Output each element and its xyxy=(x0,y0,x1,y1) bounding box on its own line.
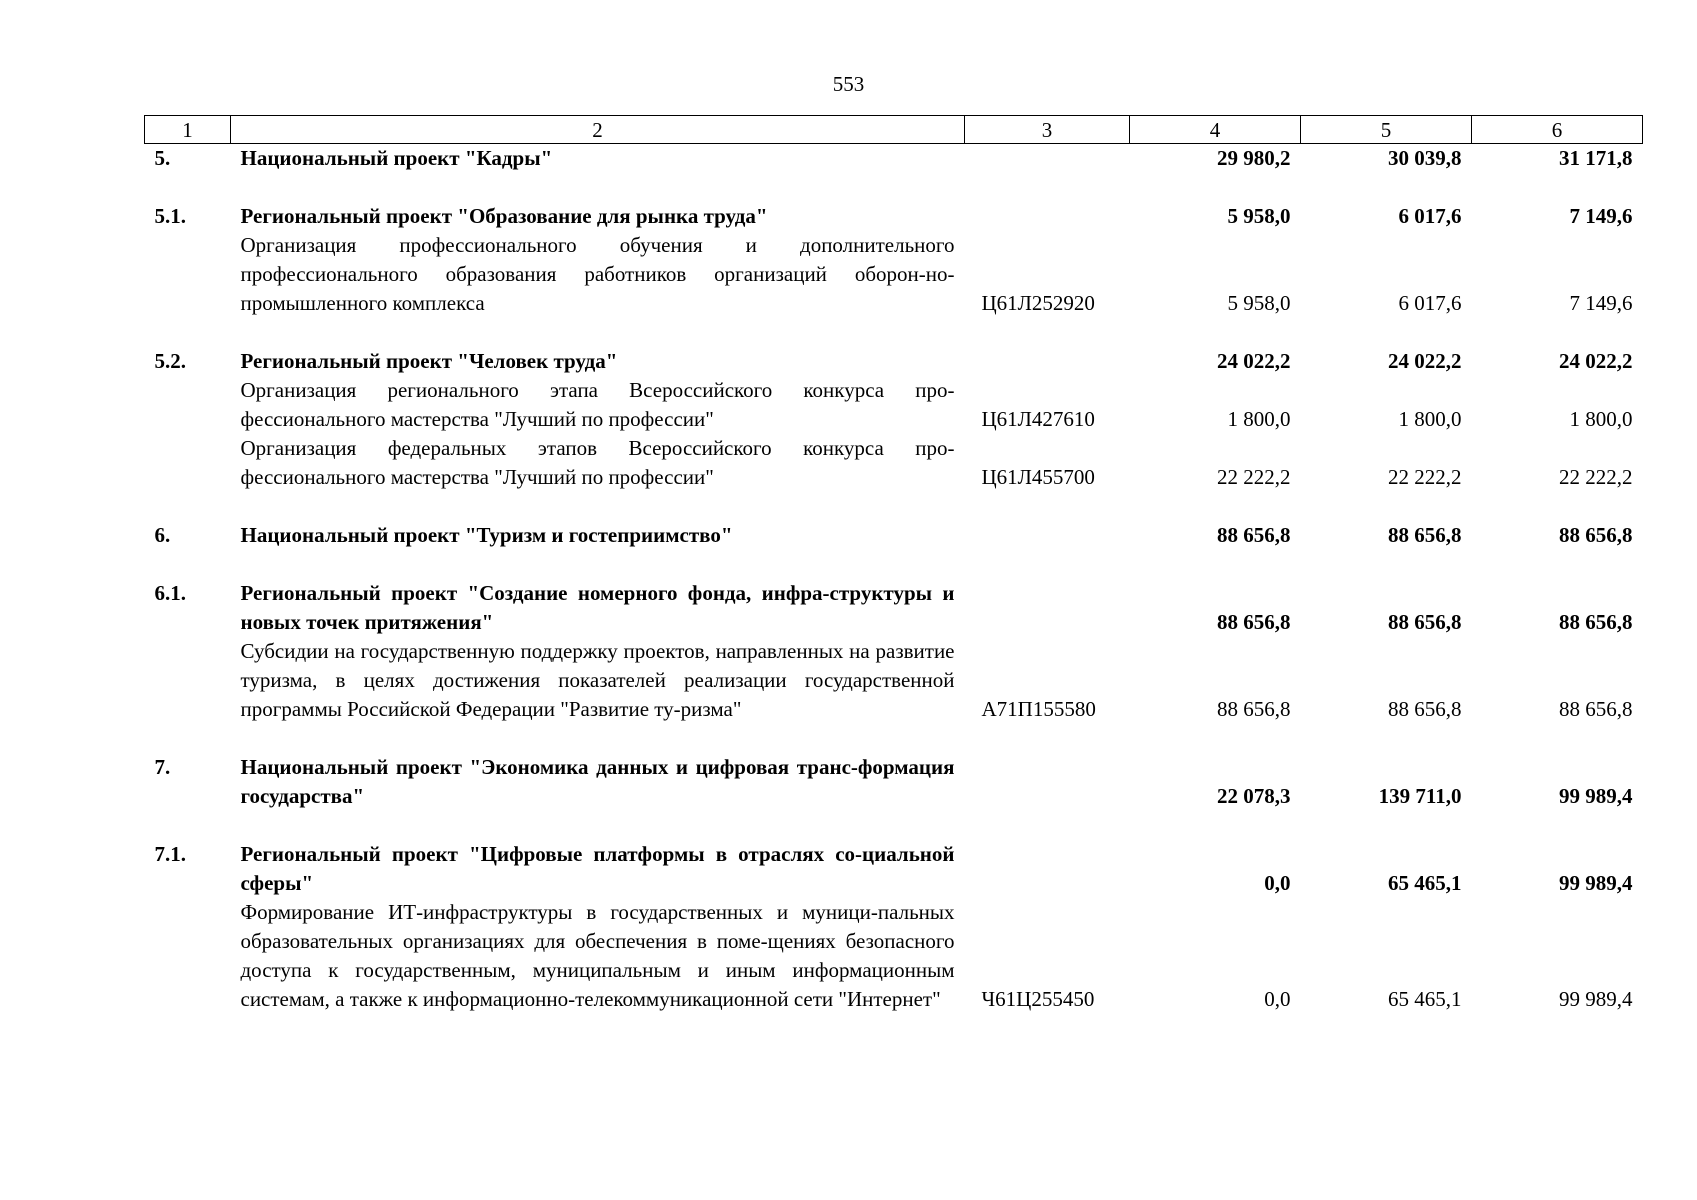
row-value-col6: 7 149,6 xyxy=(1569,291,1633,315)
spacer-row xyxy=(145,811,1643,840)
row-value-col4: 29 980,2 xyxy=(1217,146,1291,170)
column-header-6: 6 xyxy=(1472,116,1643,144)
row-value-col4: 1 800,0 xyxy=(1227,407,1291,431)
column-header-5: 5 xyxy=(1301,116,1472,144)
row-value-col5: 1 800,0 xyxy=(1398,407,1462,431)
row-value-col4: 24 022,2 xyxy=(1217,349,1291,373)
spacer-row xyxy=(145,492,1643,521)
row-value-col5: 139 711,0 xyxy=(1378,784,1462,808)
row-value-col6: 1 800,0 xyxy=(1569,407,1633,431)
row-value-col4: 88 656,8 xyxy=(1217,697,1291,721)
row-value-col6: 31 171,8 xyxy=(1559,146,1633,170)
row-value-col5: 88 656,8 xyxy=(1388,610,1462,634)
column-header-4: 4 xyxy=(1130,116,1301,144)
row-value-col6: 22 222,2 xyxy=(1559,465,1633,489)
section-row xyxy=(145,347,1643,376)
item-row xyxy=(145,898,1643,1014)
table-header xyxy=(145,116,1643,144)
row-value-col5: 30 039,8 xyxy=(1388,146,1462,170)
row-number: 5. xyxy=(154,146,171,170)
item-row xyxy=(145,231,1643,318)
row-value-col4: 88 656,8 xyxy=(1217,523,1291,547)
row-number xyxy=(145,898,231,1014)
spacer-cell xyxy=(145,173,1643,202)
column-header-1: 1 xyxy=(145,116,231,144)
section-row xyxy=(145,753,1643,811)
row-value-col4: 5 958,0 xyxy=(1227,291,1291,315)
item-row xyxy=(145,637,1643,724)
row-code xyxy=(965,347,1130,376)
row-number xyxy=(145,231,231,318)
page-number: 553 xyxy=(832,72,865,96)
row-code xyxy=(965,840,1130,898)
section-row xyxy=(145,579,1643,637)
row-code xyxy=(965,521,1130,550)
row-value-col5: 65 465,1 xyxy=(1388,987,1462,1011)
item-row xyxy=(145,376,1643,434)
row-number: 6.1. xyxy=(154,581,186,605)
row-value-col6: 99 989,4 xyxy=(1559,987,1633,1011)
row-name: Национальный проект "Кадры" xyxy=(240,146,553,170)
spacer-row xyxy=(145,173,1643,202)
spacer-cell xyxy=(145,550,1643,579)
row-value-col5: 65 465,1 xyxy=(1388,871,1462,895)
row-number: 6. xyxy=(154,523,171,547)
row-code xyxy=(965,202,1130,231)
row-code: Ц61Л427610 xyxy=(981,407,1095,431)
item-row xyxy=(145,434,1643,492)
budget-table xyxy=(144,115,1643,1014)
row-value-col4: 22 222,2 xyxy=(1217,465,1291,489)
row-number: 7. xyxy=(154,755,171,779)
row-code xyxy=(965,144,1130,174)
row-name: Организация профессионального обучения и дополнительного профессионального образования работников организаций оборон-но-промышленного комплекса xyxy=(240,233,955,315)
row-code xyxy=(965,753,1130,811)
column-header-3: 3 xyxy=(965,116,1130,144)
row-value-col4: 0,0 xyxy=(1264,871,1291,895)
row-value-col5: 88 656,8 xyxy=(1388,697,1462,721)
row-name: Региональный проект "Человек труда" xyxy=(240,349,618,373)
row-number xyxy=(145,637,231,724)
row-value-col5: 24 022,2 xyxy=(1388,349,1462,373)
row-value-col4: 88 656,8 xyxy=(1217,610,1291,634)
row-value-col6: 88 656,8 xyxy=(1559,523,1633,547)
row-code: Ц61Л455700 xyxy=(981,465,1095,489)
row-value-col4: 22 078,3 xyxy=(1217,784,1291,808)
section-row xyxy=(145,144,1643,174)
spacer-cell xyxy=(145,318,1643,347)
row-name: Организация регионального этапа Всероссийского конкурса про-фессионального мастерства "Лучший по профессии" xyxy=(240,378,955,431)
row-value-col6: 99 989,4 xyxy=(1559,871,1633,895)
row-code: Ч61Ц255450 xyxy=(981,987,1095,1011)
spacer-cell xyxy=(145,492,1643,521)
table-body xyxy=(145,144,1643,1015)
row-code: А71П155580 xyxy=(981,697,1096,721)
row-name: Региональный проект "Образование для рынка труда" xyxy=(240,204,768,228)
section-row xyxy=(145,202,1643,231)
row-value-col6: 88 656,8 xyxy=(1559,697,1633,721)
section-row xyxy=(145,521,1643,550)
spacer-row xyxy=(145,550,1643,579)
row-number: 5.1. xyxy=(154,204,186,228)
row-value-col6: 88 656,8 xyxy=(1559,610,1633,634)
row-name: Региональный проект "Создание номерного фонда, инфра-структуры и новых точек притяжения" xyxy=(240,581,955,634)
spacer-cell xyxy=(145,724,1643,753)
column-header-2: 2 xyxy=(231,116,965,144)
row-number xyxy=(145,376,231,434)
row-value-col4: 5 958,0 xyxy=(1227,204,1291,228)
row-number: 7.1. xyxy=(154,842,186,866)
section-row xyxy=(145,840,1643,898)
row-value-col5: 6 017,6 xyxy=(1398,204,1462,228)
row-name: Организация федеральных этапов Всероссийского конкурса про-фессионального мастерства "Лучший по профессии" xyxy=(240,436,955,489)
spacer-row xyxy=(145,318,1643,347)
row-value-col6: 24 022,2 xyxy=(1559,349,1633,373)
row-name: Субсидии на государственную поддержку проектов, направленных на развитие туризма, в целях достижения показателей реализации государственной программы Российской Федерации "Развитие ту-ризма" xyxy=(240,639,955,721)
row-code: Ц61Л252920 xyxy=(981,291,1095,315)
row-number xyxy=(145,434,231,492)
row-number: 5.2. xyxy=(154,349,186,373)
row-name: Национальный проект "Экономика данных и цифровая транс-формация государства" xyxy=(240,755,955,808)
row-value-col6: 7 149,6 xyxy=(1569,204,1633,228)
row-code xyxy=(965,579,1130,637)
row-value-col5: 22 222,2 xyxy=(1388,465,1462,489)
row-name: Региональный проект "Цифровые платформы в отраслях со-циальной сферы" xyxy=(240,842,955,895)
spacer-row xyxy=(145,724,1643,753)
row-name: Национальный проект "Туризм и гостеприимство" xyxy=(240,523,733,547)
row-name: Формирование ИТ-инфраструктуры в государственных и муници-пальных образовательных организациях для обеспечения в поме-щениях безопасного доступа к государственным, муниципальным и иным информационным системам, а также к информационно-телекоммуникационной сети "Интернет" xyxy=(240,900,955,1011)
row-value-col6: 99 989,4 xyxy=(1559,784,1633,808)
row-value-col4: 0,0 xyxy=(1264,987,1291,1011)
row-value-col5: 6 017,6 xyxy=(1398,291,1462,315)
row-value-col5: 88 656,8 xyxy=(1388,523,1462,547)
header-row xyxy=(145,116,1643,144)
spacer-cell xyxy=(145,811,1643,840)
